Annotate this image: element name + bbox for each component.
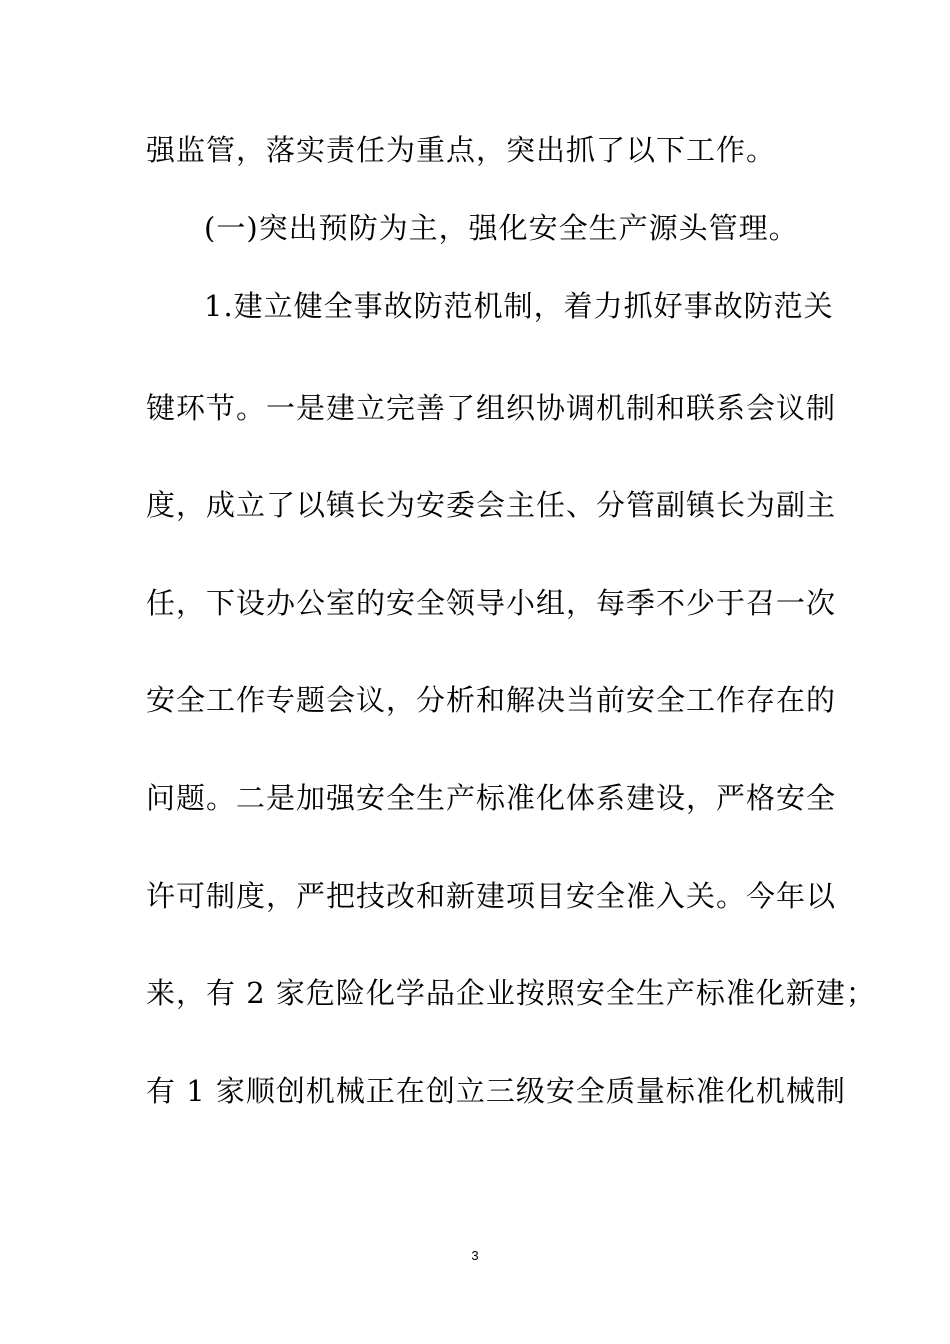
paragraph-line-8: 问题。二是加强安全生产标准化体系建设，严格安全 — [146, 781, 837, 815]
paragraph-line-1: 强监管，落实责任为重点，突出抓了以下工作。 — [146, 133, 777, 167]
paragraph-line-11: 有 1 家顺创机械正在创立三级安全质量标准化机械制 — [146, 1074, 846, 1108]
paragraph-line-5: 度，成立了以镇长为安委会主任、分管副镇长为副主 — [146, 488, 837, 522]
section-heading: (一)突出预防为主，强化安全生产源头管理。 — [204, 211, 799, 245]
paragraph-line-10: 来，有 2 家危险化学品企业按照安全生产标准化新建； — [146, 976, 876, 1010]
paragraph-line-9: 许可制度，严把技改和新建项目安全准入关。今年以 — [146, 879, 837, 913]
paragraph-line-7: 安全工作专题会议，分析和解决当前安全工作存在的 — [146, 683, 837, 717]
paragraph-line-6: 任，下设办公室的安全领导小组，每季不少于召一次 — [146, 586, 837, 620]
paragraph-line-4: 键环节。一是建立完善了组织协调机制和联系会议制 — [146, 391, 837, 425]
paragraph-line-3: 1.建立健全事故防范机制，着力抓好事故防范关 — [204, 289, 834, 323]
page-number: 3 — [471, 1248, 479, 1263]
